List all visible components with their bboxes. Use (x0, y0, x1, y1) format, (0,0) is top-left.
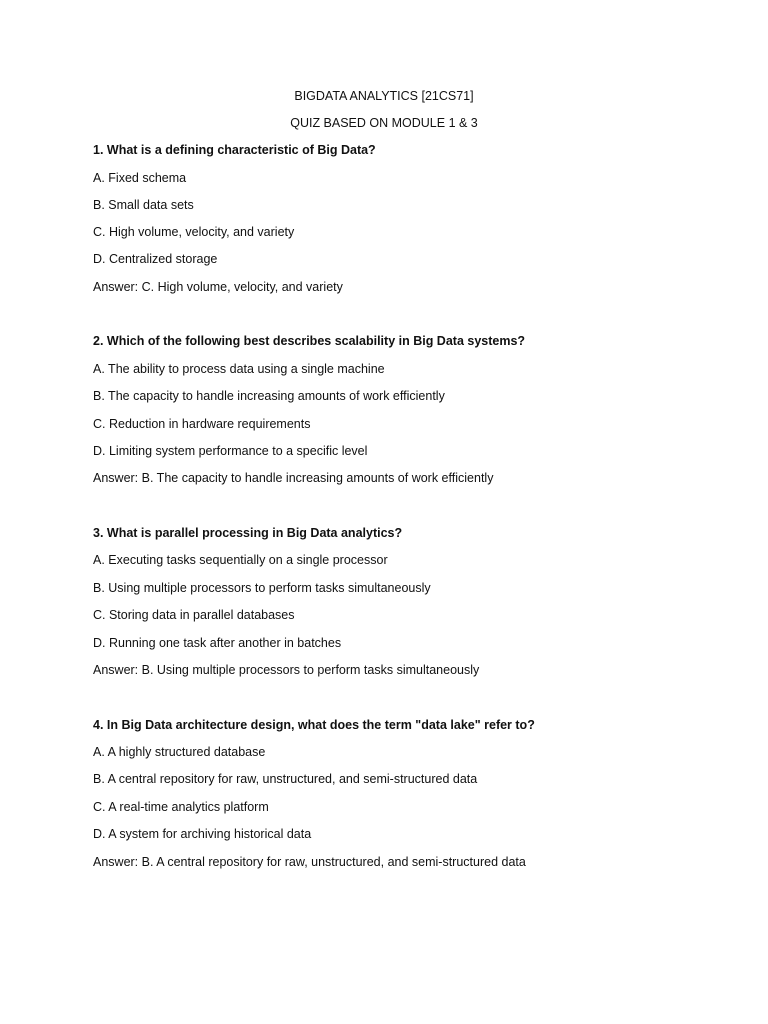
question-2-option-a: A. The ability to process data using a single machine (93, 362, 385, 376)
question-3-option-a: A. Executing tasks sequentially on a single processor (93, 553, 388, 567)
quiz-title: QUIZ BASED ON MODULE 1 & 3 (290, 116, 478, 130)
question-3: 3. What is parallel processing in Big Data analytics? (93, 526, 403, 540)
question-4-option-d: D. A system for archiving historical data (93, 827, 312, 841)
question-1-option-d: D. Centralized storage (93, 252, 218, 266)
question-1-option-b: B. Small data sets (93, 198, 194, 212)
question-2-answer: Answer: B. The capacity to handle increasing amounts of work efficiently (93, 471, 494, 485)
course-title: BIGDATA ANALYTICS [21CS71] (294, 89, 474, 103)
question-1-option-c: C. High volume, velocity, and variety (93, 225, 295, 239)
question-1-option-a: A. Fixed schema (93, 171, 187, 185)
question-4-option-c: C. A real-time analytics platform (93, 800, 269, 814)
question-1: 1. What is a defining characteristic of Big Data? (93, 143, 376, 157)
question-2: 2. Which of the following best describes scalability in Big Data systems? (93, 334, 526, 348)
question-3-answer: Answer: B. Using multiple processors to perform tasks simultaneously (93, 663, 480, 677)
question-4-option-b: B. A central repository for raw, unstructured, and semi-structured data (93, 772, 478, 786)
question-1-answer: Answer: C. High volume, velocity, and variety (93, 280, 343, 294)
question-2-option-c: C. Reduction in hardware requirements (93, 417, 311, 431)
question-4-option-a: A. A highly structured database (93, 745, 266, 759)
question-2-option-d: D. Limiting system performance to a specific level (93, 444, 368, 458)
question-3-option-b: B. Using multiple processors to perform tasks simultaneously (93, 581, 431, 595)
question-4: 4. In Big Data architecture design, what does the term "data lake" refer to? (93, 718, 535, 732)
question-4-answer: Answer: B. A central repository for raw, unstructured, and semi-structured data (93, 855, 526, 869)
question-2-option-b: B. The capacity to handle increasing amounts of work efficiently (93, 389, 445, 403)
question-3-option-c: C. Storing data in parallel databases (93, 608, 295, 622)
question-3-option-d: D. Running one task after another in batches (93, 636, 342, 650)
